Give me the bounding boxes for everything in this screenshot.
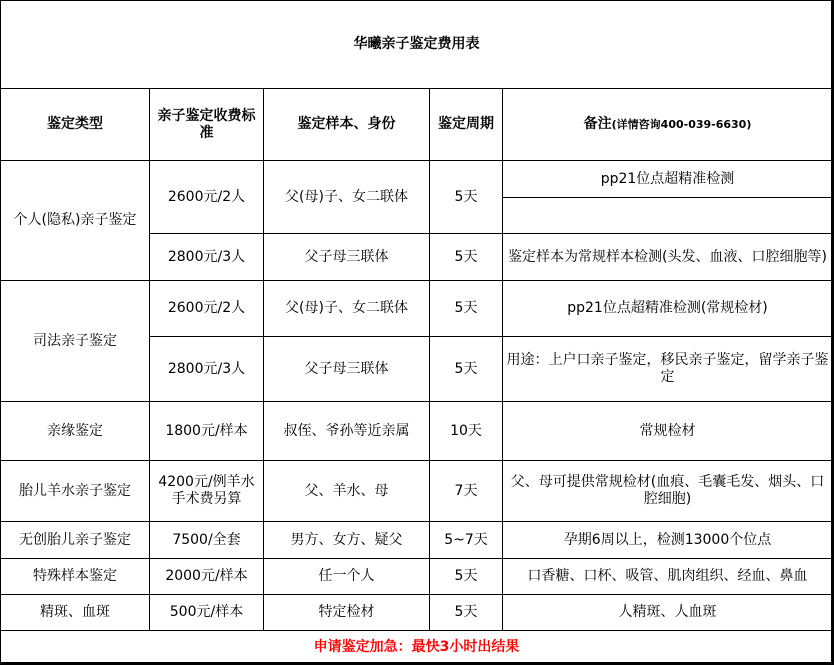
cell-fee: 2600元/2人 xyxy=(150,281,264,337)
header-remark-contact: (详情咨询400-039-6630) xyxy=(611,118,752,131)
cell-period: 5天 xyxy=(430,337,503,402)
header-type: 鉴定类型 xyxy=(1,89,150,161)
cell-period: 7天 xyxy=(430,461,503,522)
cell-period: 5天 xyxy=(430,161,503,234)
cell-remark: 人精斑、人血斑 xyxy=(503,595,833,631)
cell-type: 精斑、血斑 xyxy=(1,595,150,631)
cell-fee: 2800元/3人 xyxy=(150,234,264,281)
cell-period: 10天 xyxy=(430,402,503,461)
table-row xyxy=(1,522,833,559)
cell-type: 胎儿羊水亲子鉴定 xyxy=(1,461,150,522)
footer-row xyxy=(1,631,833,665)
cell-remark-empty xyxy=(503,198,833,234)
cell-type: 司法亲子鉴定 xyxy=(1,281,150,402)
cell-fee: 1800元/样本 xyxy=(150,402,264,461)
header-remark xyxy=(503,89,833,161)
title-row xyxy=(1,1,833,89)
table-row xyxy=(1,281,833,337)
bottom-edge-border xyxy=(0,662,834,665)
cell-period: 5~7天 xyxy=(430,522,503,559)
header-remark-label: 备注 xyxy=(583,116,612,132)
cell-sample: 特定检材 xyxy=(264,595,430,631)
table-row xyxy=(1,161,833,198)
header-fee: 亲子鉴定收费标准 xyxy=(150,89,264,161)
cell-fee: 7500/全套 xyxy=(150,522,264,559)
header-sample: 鉴定样本、身份 xyxy=(264,89,430,161)
cell-remark: 父、母可提供常规检材(血痕、毛囊毛发、烟头、口腔细胞) xyxy=(503,461,833,522)
table-row xyxy=(1,595,833,631)
cell-period: 5天 xyxy=(430,595,503,631)
table-row xyxy=(1,402,833,461)
cell-sample: 父、羊水、母 xyxy=(264,461,430,522)
cell-type: 个人(隐私)亲子鉴定 xyxy=(1,161,150,281)
header-row xyxy=(1,89,833,161)
cell-fee: 2600元/2人 xyxy=(150,161,264,234)
table-row xyxy=(1,461,833,522)
cell-sample: 父子母三联体 xyxy=(264,234,430,281)
cell-type: 亲缘鉴定 xyxy=(1,402,150,461)
cell-remark: 常规检材 xyxy=(503,402,833,461)
cell-sample: 任一个人 xyxy=(264,559,430,595)
cell-remark: 用途：上户口亲子鉴定，移民亲子鉴定，留学亲子鉴定 xyxy=(503,337,833,402)
cell-fee: 2800元/3人 xyxy=(150,337,264,402)
cell-fee: 500元/样本 xyxy=(150,595,264,631)
cell-sample: 男方、女方、疑父 xyxy=(264,522,430,559)
cell-remark: pp21位点超精准检测(常规检材) xyxy=(503,281,833,337)
cell-sample: 父(母)子、女二联体 xyxy=(264,161,430,234)
cell-remark: 口香糖、口杯、吸管、肌肉组织、经血、鼻血 xyxy=(503,559,833,595)
urgent-notice: 申请鉴定加急：最快3小时出结果 xyxy=(1,631,833,665)
header-period: 鉴定周期 xyxy=(430,89,503,161)
table-row xyxy=(1,559,833,595)
cell-type: 无创胎儿亲子鉴定 xyxy=(1,522,150,559)
cell-sample: 叔侄、爷孙等近亲属 xyxy=(264,402,430,461)
cell-period: 5天 xyxy=(430,559,503,595)
cell-remark: pp21位点超精准检测 xyxy=(503,161,833,198)
cell-period: 5天 xyxy=(430,234,503,281)
cell-remark: 孕期6周以上，检测13000个位点 xyxy=(503,522,833,559)
cell-fee: 2000元/样本 xyxy=(150,559,264,595)
cell-type: 特殊样本鉴定 xyxy=(1,559,150,595)
cell-sample: 父(母)子、女二联体 xyxy=(264,281,430,337)
cell-sample: 父子母三联体 xyxy=(264,337,430,402)
cell-period: 5天 xyxy=(430,281,503,337)
table-title: 华曦亲子鉴定费用表 xyxy=(1,1,833,89)
cell-remark: 鉴定样本为常规样本检测(头发、血液、口腔细胞等) xyxy=(503,234,833,281)
cell-fee: 4200元/例羊水手术费另算 xyxy=(150,461,264,522)
